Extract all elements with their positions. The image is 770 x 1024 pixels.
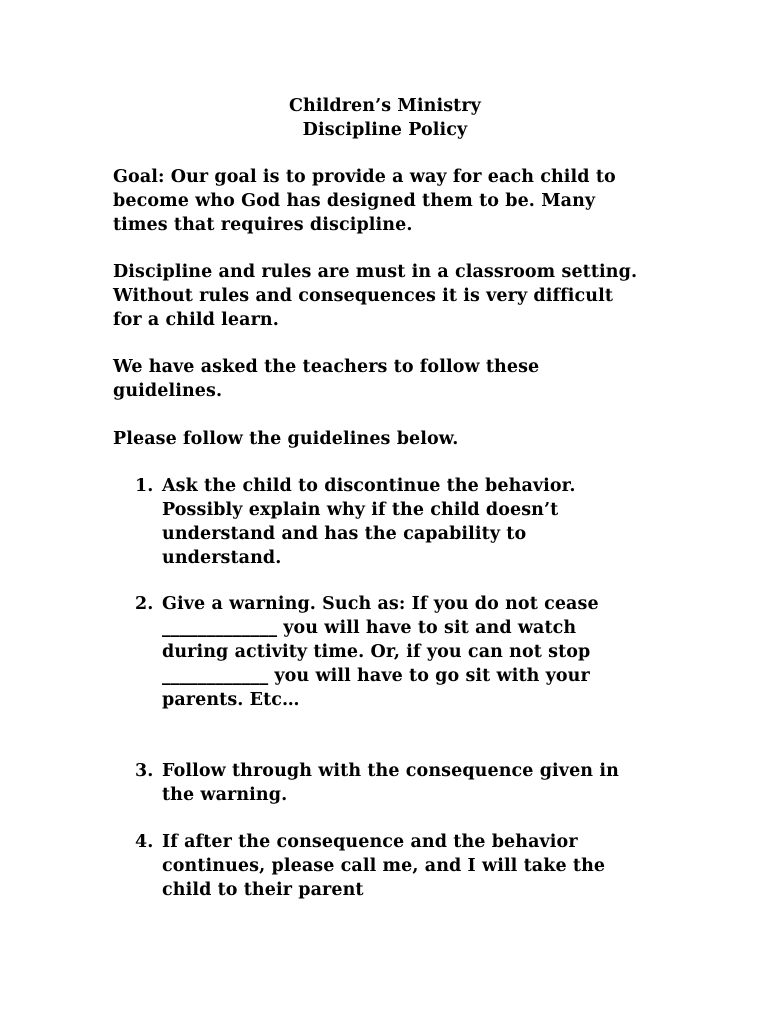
goal-line: Goal: Our goal is to provide a way for each child to [113, 167, 616, 187]
list-item-line: continues, please call me, and I will take the [162, 856, 606, 876]
list-number: 1. [135, 476, 154, 496]
list-item-line: child to their parent [162, 880, 364, 900]
rules-line: Discipline and rules are must in a classroom setting. [113, 262, 638, 282]
list-item-line: If after the consequence and the behavior [162, 832, 578, 852]
goal-line: become who God has designed them to be. Many [113, 191, 596, 211]
rules-line: Without rules and consequences it is very difficult [113, 286, 614, 306]
list-item-text [162, 759, 682, 807]
list-item-text [162, 474, 682, 570]
list-item-line: the warning. [162, 785, 288, 805]
teachers-line: guidelines. [113, 381, 223, 401]
list-item-line: during activity time. Or, if you can not stop [162, 642, 591, 662]
rules-paragraph [113, 260, 673, 332]
list-item-line: parents. Etc… [162, 690, 300, 710]
list-item-line: Ask the child to discontinue the behavior. [162, 476, 576, 496]
list-number: 4. [135, 832, 154, 852]
list-item-line: Give a warning. Such as: If you do not cease [162, 594, 599, 614]
list-item-line: Possibly explain why if the child doesn’t [162, 500, 559, 520]
list-item-line: understand and has the capability to [162, 524, 527, 544]
teachers-paragraph [113, 355, 673, 403]
list-item-line: Follow through with the consequence given in [162, 761, 619, 781]
list-number: 2. [135, 594, 154, 614]
list-item-line: ____________ you will have to go sit with your [162, 666, 590, 686]
list-item-line: understand. [162, 548, 282, 568]
goal-paragraph [113, 165, 673, 237]
list-number: 3. [135, 761, 154, 781]
instructions-paragraph: Please follow the guidelines below. [113, 429, 459, 449]
goal-line: times that requires discipline. [113, 215, 413, 235]
title-line-1: Children’s Ministry [289, 96, 481, 116]
title-line-2: Discipline Policy [302, 120, 468, 140]
list-item-text [162, 592, 682, 712]
rules-line: for a child learn. [113, 310, 279, 330]
list-item-text [162, 830, 682, 902]
list-item-line: _____________ you will have to sit and watch [162, 618, 577, 638]
teachers-line: We have asked the teachers to follow these [113, 357, 540, 377]
